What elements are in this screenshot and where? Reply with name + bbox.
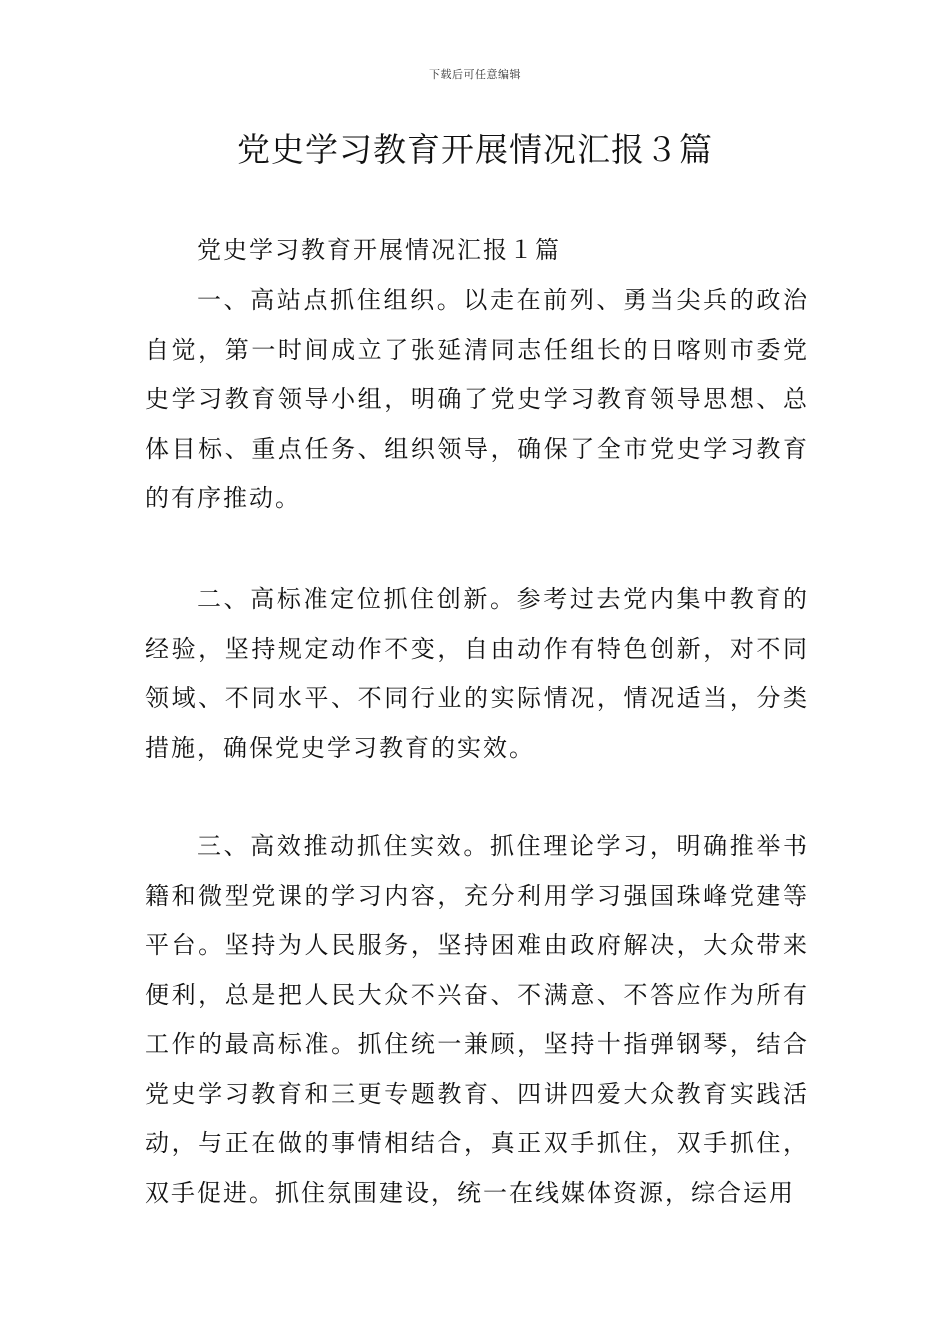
- header-note: 下载后可任意编辑: [429, 68, 521, 81]
- paragraph-effectiveness: 三、高效推动抓住实效。抓住理论学习，明确推举书籍和微型党课的学习内容，充分利用学习强国珠峰党建等平台。坚持为人民服务，坚持困难由政府解决，大众带来便利，总是把人民大众不兴奋、不满意、不答应作为所有工作的最高标准。抓住统一兼顾，坚持十指弹钢琴，结合党史学习教育和三更专题教育、四讲四爱大众教育实践活动，与正在做的事情相结合，真正双手抓住，双手抓住，双手促进。抓住氛围建设，统一在线媒体资源，综合运用: [145, 832, 809, 1207]
- section-subtitle: 党史学习教育开展情况汇报１篇: [197, 236, 561, 264]
- document-title: 党史学习教育开展情况汇报３篇: [237, 130, 713, 169]
- paragraph-organization: 一、高站点抓住组织。以走在前列、勇当尖兵的政治自觉，第一时间成立了张延清同志任组长的日喀则市委党史学习教育领导小组，明确了党史学习教育领导思想、总体目标、重点任务、组织领导，确保了全市党史学习教育的有序推动。: [145, 286, 809, 512]
- paragraph-innovation: 二、高标准定位抓住创新。参考过去党内集中教育的经验，坚持规定动作不变，自由动作有特色创新，对不同领域、不同水平、不同行业的实际情况，情况适当，分类措施，确保党史学习教育的实效。: [145, 585, 809, 762]
